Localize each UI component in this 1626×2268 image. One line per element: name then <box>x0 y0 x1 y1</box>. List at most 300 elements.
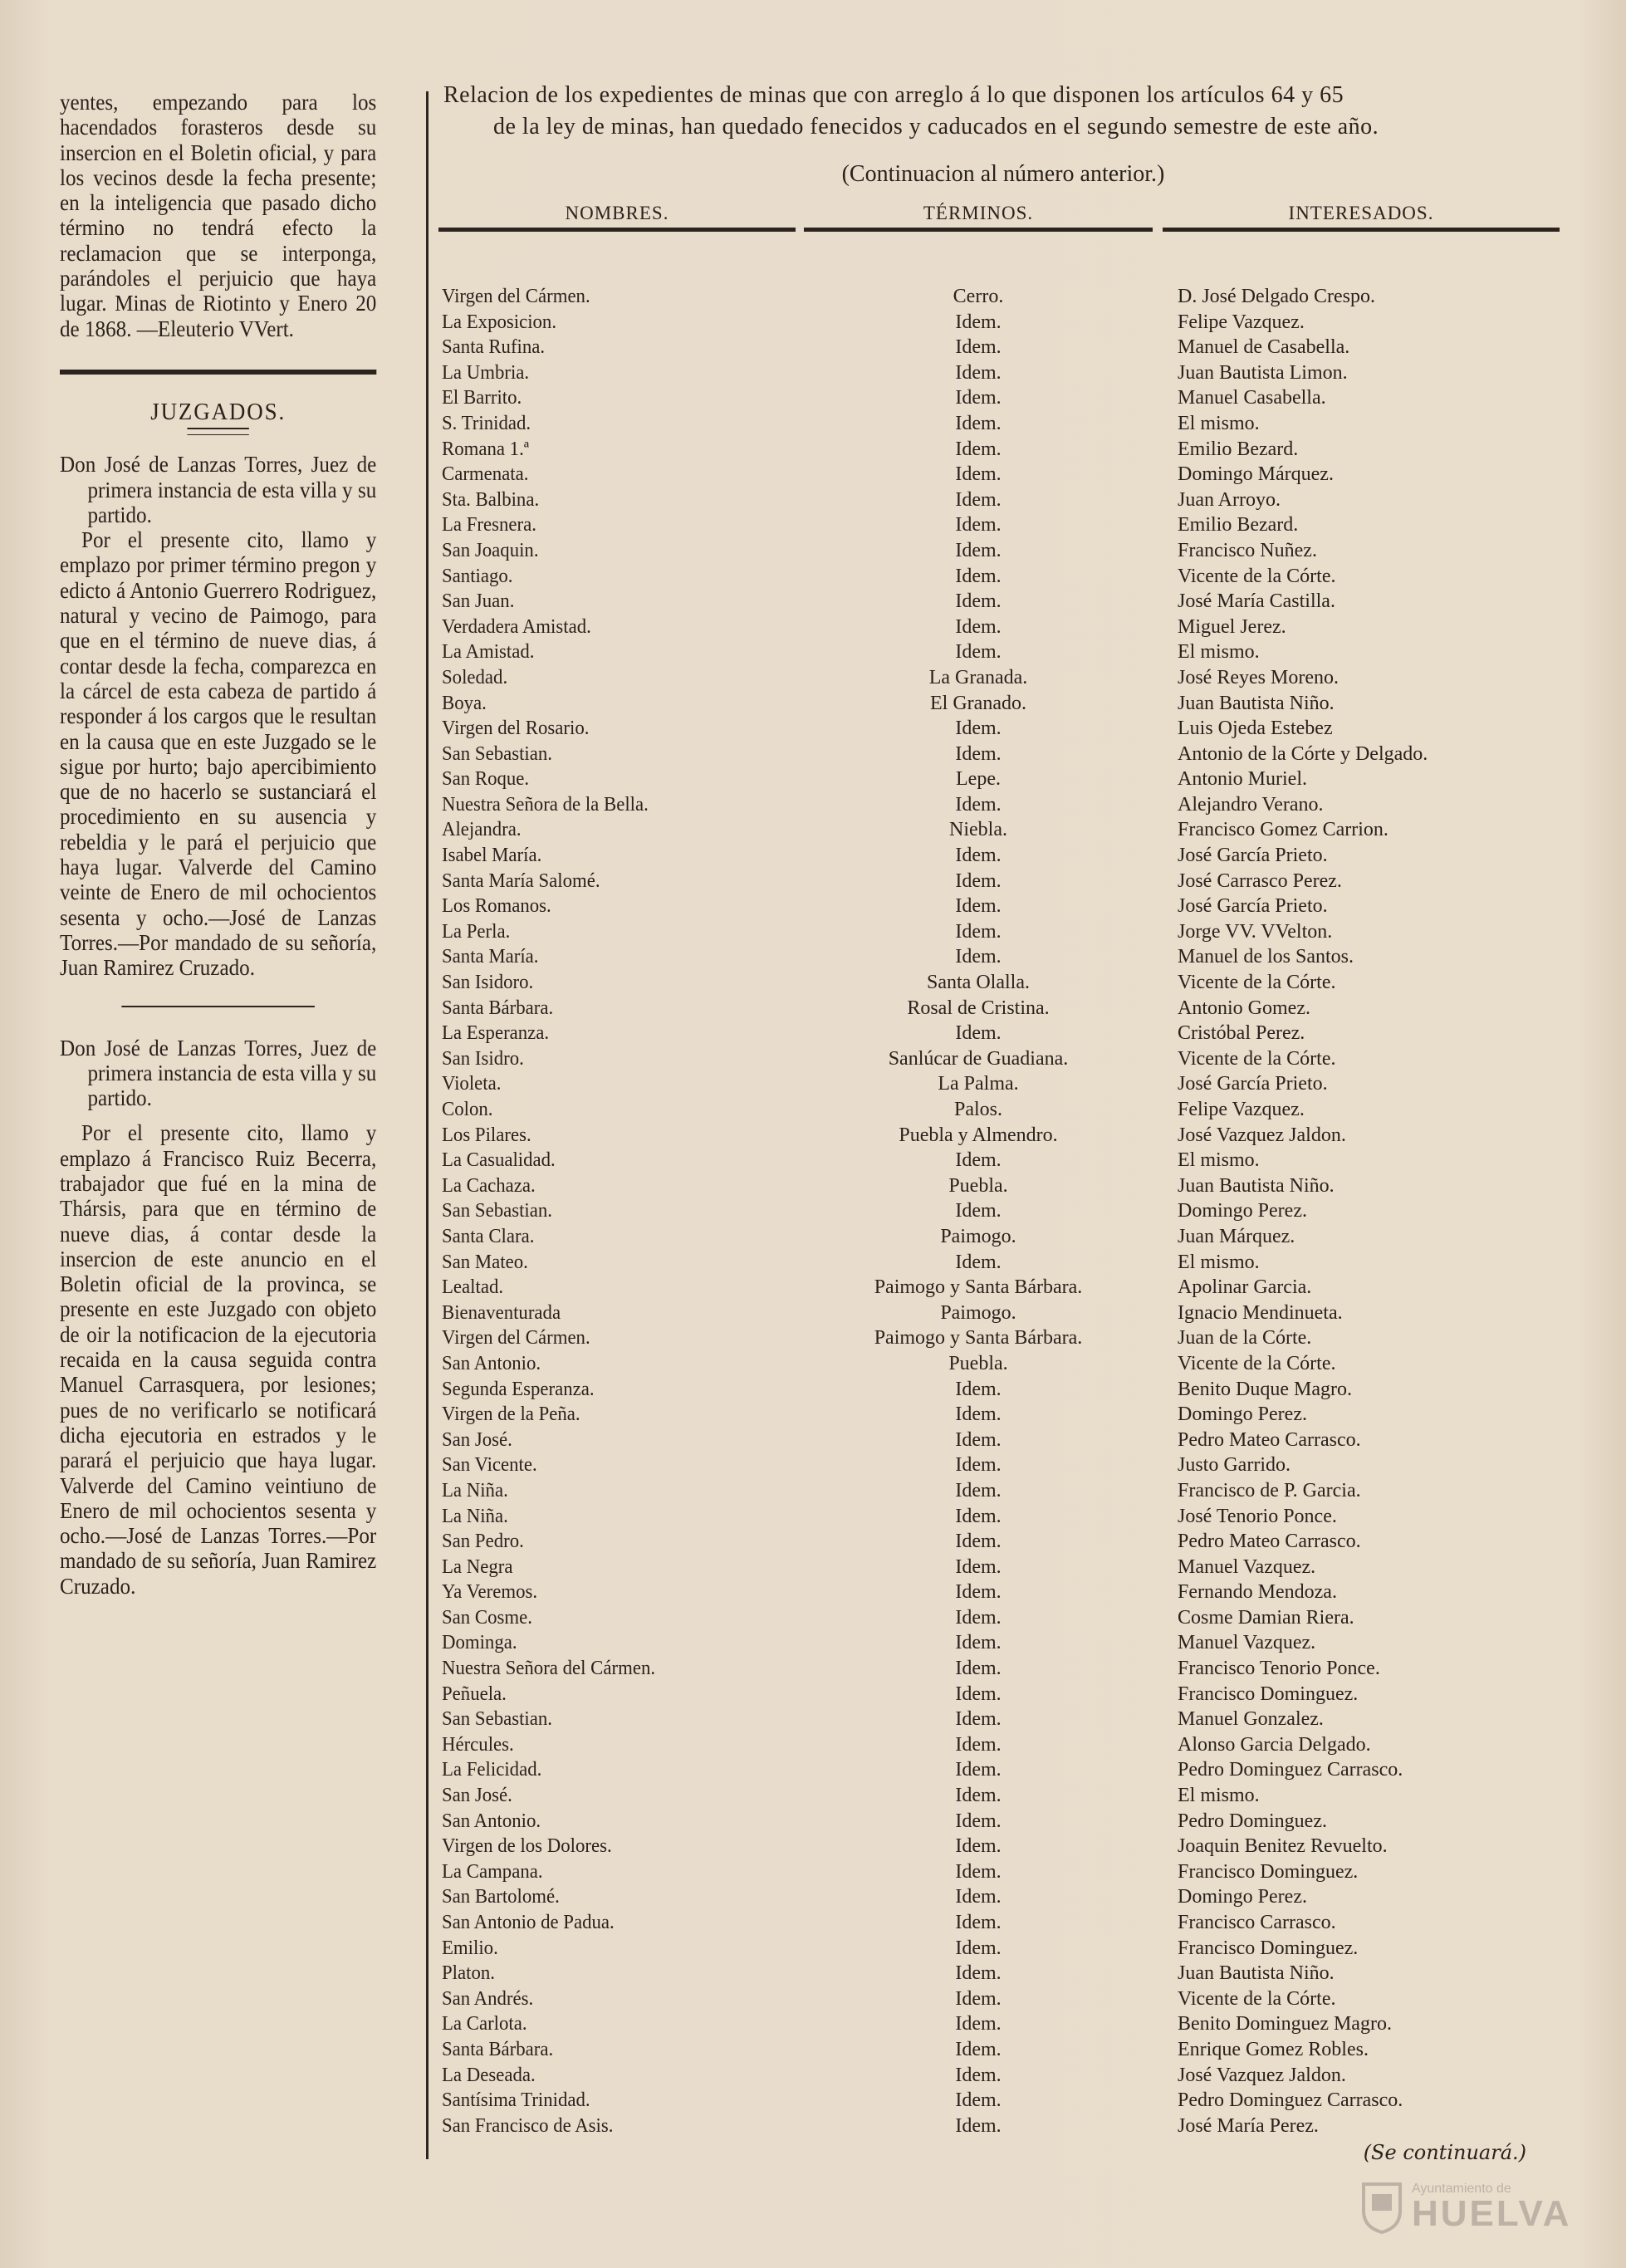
mine-name: Santa Clara. <box>442 1225 535 1247</box>
mine-name: La Niña. <box>442 1479 508 1501</box>
mine-interested: José Reyes Moreno. <box>1178 666 1339 688</box>
mine-name: Carmenata. <box>442 463 529 486</box>
table-row <box>438 2063 1568 2089</box>
mine-name: Nuestra Señora de la Bella. <box>442 793 649 816</box>
mine-name: Ya Veremos. <box>442 1581 538 1604</box>
mine-interested: Benito Dominguez Magro. <box>1178 2013 1392 2035</box>
mine-name: San Mateo. <box>442 1251 528 1273</box>
mine-name: Santa María. <box>442 946 539 968</box>
mine-name: San Francisco de Asis. <box>442 2114 614 2137</box>
table-row <box>438 437 1568 463</box>
table-row <box>438 1046 1568 1072</box>
mine-name: Soledad. <box>442 666 508 688</box>
mine-name: Virgen de los Dolores. <box>442 1835 612 1858</box>
table-row <box>438 665 1568 691</box>
mine-term: Idem. <box>955 845 1002 867</box>
mine-interested: Antonio Muriel. <box>1178 768 1307 791</box>
mine-term: El Granado. <box>930 692 1026 714</box>
col-header-interesados: INTERESADOS. <box>1163 203 1560 232</box>
table-row <box>438 1097 1568 1123</box>
mine-interested: D. José Delgado Crespo. <box>1178 286 1375 307</box>
table-row <box>438 792 1568 818</box>
mine-name: Nuestra Señora del Cármen. <box>442 1658 656 1680</box>
mine-term: Idem. <box>955 1555 1002 1578</box>
mine-term: Idem. <box>955 1937 1002 1959</box>
table-row <box>438 1656 1568 1682</box>
mine-name: Emilio. <box>442 1937 498 1959</box>
mine-interested: Antonio Gomez. <box>1178 997 1310 1019</box>
relation-subheading: (Continuacion al número anterior.) <box>841 161 1165 187</box>
mine-interested: Juan Márquez. <box>1178 1225 1295 1247</box>
mine-term: Paimogo. <box>940 1225 1016 1247</box>
mine-interested: Domingo Perez. <box>1178 1200 1307 1222</box>
table-row <box>438 1275 1568 1301</box>
thick-divider <box>60 370 376 375</box>
mine-interested: Francisco Dominguez. <box>1178 1683 1359 1705</box>
table-row <box>438 1682 1568 1707</box>
table-row <box>438 1732 1568 1758</box>
mine-name: La Exposicion. <box>442 311 557 333</box>
mine-term: Idem. <box>955 2114 1002 2137</box>
mines-relation <box>438 80 1568 2137</box>
table-row <box>438 1301 1568 1326</box>
mine-interested: Vicente de la Córte. <box>1178 1047 1336 1070</box>
mine-interested: Jorge VV. VVelton. <box>1178 920 1333 943</box>
mine-name: Platon. <box>442 1962 495 1985</box>
mine-name: San Pedro. <box>442 1531 524 1553</box>
mine-name: La Campana. <box>442 1860 543 1883</box>
table-row <box>438 742 1568 767</box>
mine-interested: Antonio de la Córte y Delgado. <box>1178 742 1428 765</box>
table-row <box>438 1783 1568 1809</box>
mine-term: Idem. <box>955 1531 1002 1553</box>
mine-name: Isabel María. <box>442 845 542 867</box>
mine-term: Idem. <box>955 742 1002 765</box>
mine-name: La Niña. <box>442 1505 508 1527</box>
table-row <box>438 1071 1568 1097</box>
mine-interested: Felipe Vazquez. <box>1178 311 1305 333</box>
mine-interested: Miguel Jerez. <box>1178 615 1286 638</box>
table-row <box>438 1630 1568 1656</box>
table-row <box>438 1757 1568 1783</box>
table-row <box>438 1377 1568 1403</box>
mine-term: Idem. <box>955 2089 1002 2112</box>
mine-term: Idem. <box>955 2013 1002 2035</box>
mine-name: Santa Bárbara. <box>442 2038 554 2060</box>
mine-term: Idem. <box>955 514 1002 536</box>
table-row <box>438 1707 1568 1732</box>
mine-term: Palos. <box>953 1099 1002 1120</box>
table-row <box>438 1986 1568 2012</box>
table-row <box>438 716 1568 742</box>
mine-interested: Domingo Perez. <box>1178 1403 1307 1426</box>
table-row <box>438 310 1568 336</box>
mine-term: Idem. <box>955 1785 1002 1807</box>
table-row <box>438 894 1568 919</box>
table-row <box>438 944 1568 970</box>
table-row <box>438 589 1568 615</box>
table-header <box>438 203 1568 239</box>
mine-term: Idem. <box>955 565 1002 587</box>
mine-name: San Isidoro. <box>442 972 534 994</box>
mine-name: Lealtad. <box>442 1276 504 1299</box>
mine-name: Violeta. <box>442 1073 502 1095</box>
mine-term: Idem. <box>955 2064 1002 2086</box>
table-row <box>438 1250 1568 1276</box>
mine-interested: Alonso Garcia Delgado. <box>1178 1733 1371 1756</box>
mine-interested: Domingo Perez. <box>1178 1886 1307 1908</box>
mine-interested: Pedro Dominguez Carrasco. <box>1178 2089 1403 2112</box>
mine-term: Rosal de Cristina. <box>907 997 1050 1019</box>
mine-name: El Barrito. <box>442 387 522 409</box>
mine-interested: Pedro Dominguez. <box>1178 1810 1327 1832</box>
edict1-body: Por el presente cito, llamo y emplazo por primer término pregon y edicto á Antonio Guerrero Rodriguez, natural y vecino de Paimogo, para que en el término de nueve dias, á contar desde la fecha, comparezca en la cárcel de esta cabeza de partido á responder á los cargos que le resultan en la causa que en este Juzgado se le sigue por hurto; bajo apercibimiento que de no hacerlo se sustanciará el procedimiento en su ausencia y rebeldia y le pará el perjuicio que haya lugar. Valverde del Camino veinte de Enero de mil ochocientos sesenta y ocho.—José de Lanzas Torres.—Por mandado de su señoría, Juan Ramirez Cruzado. <box>60 527 377 981</box>
mine-interested: Francisco de P. Garcia. <box>1178 1479 1361 1501</box>
mine-interested: José Carrasco Perez. <box>1178 869 1342 892</box>
mine-interested: José Tenorio Ponce. <box>1178 1505 1337 1527</box>
table-row <box>438 767 1568 792</box>
mine-interested: José Vazquez Jaldon. <box>1178 1124 1346 1146</box>
table-row <box>438 1834 1568 1859</box>
mine-term: Idem. <box>955 615 1002 638</box>
mine-term: Puebla. <box>948 1174 1008 1197</box>
mine-interested: Apolinar Garcia. <box>1178 1276 1312 1299</box>
mine-name: Dominga. <box>442 1632 517 1654</box>
mine-term: Cerro. <box>953 286 1004 307</box>
mine-name: Hércules. <box>442 1733 514 1756</box>
mine-term: Idem. <box>955 1708 1002 1731</box>
table-row <box>438 2011 1568 2037</box>
mine-term: Idem. <box>955 1403 1002 1426</box>
mine-name: Virgen del Cármen. <box>442 1327 590 1350</box>
mine-name: San Sebastian. <box>442 742 552 765</box>
table-row <box>438 1325 1568 1351</box>
table-row <box>438 1605 1568 1631</box>
mine-name: San Cosme. <box>442 1606 532 1629</box>
mine-term: Idem. <box>955 1962 1002 1985</box>
mine-term: La Palma. <box>938 1073 1019 1095</box>
table-row <box>438 970 1568 996</box>
mine-term: Idem. <box>955 895 1002 918</box>
mine-interested: José García Prieto. <box>1178 895 1328 918</box>
col-header-terminos: TÉRMINOS. <box>804 203 1153 232</box>
table-row <box>438 2088 1568 2114</box>
table-row <box>438 1961 1568 1986</box>
mine-name: Colon. <box>442 1099 493 1120</box>
mine-interested: Vicente de la Córte. <box>1178 1987 1336 2010</box>
mine-interested: Manuel Vazquez. <box>1178 1555 1316 1578</box>
mine-name: San Sebastian. <box>442 1708 552 1731</box>
mine-interested: El mismo. <box>1178 1149 1260 1172</box>
table-row <box>438 564 1568 590</box>
table-row <box>438 411 1568 437</box>
mine-term: Idem. <box>955 1658 1002 1680</box>
mine-interested: Cosme Damian Riera. <box>1178 1606 1354 1629</box>
mine-name: La Felicidad. <box>442 1759 542 1781</box>
mine-name: Virgen del Rosario. <box>442 718 590 740</box>
mine-name: Sta. Balbina. <box>442 488 540 511</box>
column-separator <box>426 91 429 2159</box>
table-row <box>438 2037 1568 2063</box>
mine-interested: Francisco Dominguez. <box>1178 1860 1359 1883</box>
mine-term: Idem. <box>955 1022 1002 1045</box>
mine-interested: Francisco Tenorio Ponce. <box>1178 1658 1380 1680</box>
continued-note: (Se continuará.) <box>1363 2141 1526 2164</box>
mine-term: Puebla. <box>948 1352 1008 1374</box>
edict2-body: Por el presente cito, llamo y emplazo á Francisco Ruiz Becerra, trabajador que fué en la mina de Thársis, para que en término de nueve dias, á contar desde la insercion de este anuncio en el Boletin oficial de la provinca, se presente en este Juzgado con objeto de oir la notificacion de la ejecutoria recaida en la causa seguida contra Manuel Carrasquera, por lesiones; pues de no verificarlo se notificará dicha ejecutoria en estrados y le parará el perjuicio que haya lugar. Valverde del Camino veintiuno de Enero de mil ochocientos sesenta y ocho.—José de Lanzas Torres.—Por mandado de su señoría, Juan Ramirez Cruzado. <box>60 1120 377 1599</box>
mine-interested: Joaquin Benitez Revuelto. <box>1178 1835 1388 1858</box>
table-row <box>438 2114 1568 2139</box>
table-row <box>438 1224 1568 1250</box>
edict2-header: Don José de Lanzas Torres, Juez de primera instancia de esta villa y su partido. <box>60 1035 377 1111</box>
mine-term: Paimogo y Santa Bárbara. <box>874 1327 1083 1350</box>
mine-term: Idem. <box>955 920 1002 943</box>
mine-name: San Vicente. <box>442 1454 537 1477</box>
mine-term: Sanlúcar de Guadiana. <box>888 1047 1069 1070</box>
relation-heading <box>443 80 1568 143</box>
mine-name: Virgen de la Peña. <box>442 1403 580 1426</box>
mine-interested: Manuel de Casabella. <box>1178 336 1350 359</box>
mine-name: La Carlota. <box>442 2013 527 2035</box>
table-row <box>438 996 1568 1021</box>
city-crest-icon <box>1360 2181 1403 2234</box>
table-row <box>438 385 1568 411</box>
mine-term: Idem. <box>955 946 1002 968</box>
mine-interested: El mismo. <box>1178 1251 1260 1273</box>
mine-interested: Juan Bautista Niño. <box>1178 692 1335 714</box>
mine-name: San Antonio. <box>442 1352 541 1374</box>
mine-interested: José Vazquez Jaldon. <box>1178 2064 1346 2086</box>
mine-name: San José. <box>442 1428 512 1451</box>
mine-term: Idem. <box>955 1733 1002 1756</box>
mine-interested: Manuel de los Santos. <box>1178 946 1354 968</box>
mine-term: Santa Olalla. <box>927 972 1030 994</box>
mine-interested: Juan Bautista Limon. <box>1178 361 1348 384</box>
mine-interested: Vicente de la Córte. <box>1178 972 1336 994</box>
mine-term: Lepe. <box>956 768 1001 791</box>
table-row <box>438 1351 1568 1377</box>
mine-name: San Juan. <box>442 590 515 613</box>
mine-interested: Pedro Mateo Carrasco. <box>1178 1428 1361 1451</box>
mine-name: Santiago. <box>442 565 513 587</box>
col-header-nombres: NOMBRES. <box>438 203 796 232</box>
mine-interested: Ignacio Mendinueta. <box>1178 1301 1343 1324</box>
mine-name: La Amistad. <box>442 641 535 664</box>
table-row <box>438 1555 1568 1580</box>
mine-interested: Juan Bautista Niño. <box>1178 1174 1335 1197</box>
section-title-juzgados: JUZGADOS. <box>150 398 287 425</box>
mine-term: Idem. <box>955 1606 1002 1629</box>
mine-term: Idem. <box>955 1149 1002 1172</box>
watermark <box>1360 2178 1593 2236</box>
mine-term: Idem. <box>955 1860 1002 1883</box>
mine-name: San Bartolomé. <box>442 1886 560 1908</box>
mine-term: Idem. <box>955 2038 1002 2060</box>
mine-name: San Antonio. <box>442 1810 541 1832</box>
mine-interested: Manuel Gonzalez. <box>1178 1708 1324 1731</box>
table-row <box>438 843 1568 869</box>
table-row <box>438 462 1568 487</box>
mine-interested: Juan Bautista Niño. <box>1178 1962 1335 1985</box>
table-row <box>438 1910 1568 1936</box>
table-row <box>438 691 1568 717</box>
mine-term: Idem. <box>955 1683 1002 1705</box>
mine-term: Idem. <box>955 1581 1002 1604</box>
mine-term: Idem. <box>955 1505 1002 1527</box>
mine-term: Idem. <box>955 463 1002 486</box>
mine-term: La Granada. <box>928 666 1028 688</box>
table-row <box>438 1173 1568 1199</box>
mine-interested: Felipe Vazquez. <box>1178 1099 1305 1120</box>
table-row <box>438 284 1568 310</box>
mine-term: Puebla y Almendro. <box>899 1124 1058 1146</box>
short-divider <box>121 1006 315 1007</box>
ornament-divider <box>187 428 248 435</box>
mine-name: La Fresnera. <box>442 514 536 536</box>
table-row <box>438 1402 1568 1428</box>
mine-interested: Benito Duque Magro. <box>1178 1378 1352 1400</box>
mine-term: Idem. <box>955 590 1002 613</box>
table-row <box>438 1478 1568 1504</box>
mine-term: Idem. <box>955 718 1002 740</box>
mine-term: Idem. <box>955 1378 1002 1400</box>
table-row <box>438 1809 1568 1834</box>
mine-term: Idem. <box>955 336 1002 359</box>
table-row <box>438 1021 1568 1046</box>
table-row <box>438 1123 1568 1149</box>
mine-interested: Luis Ojeda Estebez <box>1178 718 1333 740</box>
mine-term: Idem. <box>955 488 1002 511</box>
mine-term: Idem. <box>955 1200 1002 1222</box>
mine-term: Idem. <box>955 412 1002 434</box>
mine-name: San Joaquin. <box>442 539 539 561</box>
mine-term: Idem. <box>955 311 1002 333</box>
mine-interested: Vicente de la Córte. <box>1178 565 1336 587</box>
mine-name: La Cachaza. <box>442 1174 536 1197</box>
mine-interested: Juan Arroyo. <box>1178 488 1281 511</box>
mine-term: Idem. <box>955 387 1002 409</box>
mine-name: Alejandra. <box>442 819 522 841</box>
mine-name: Santa María Salomé. <box>442 869 600 892</box>
mine-name: San Sebastian. <box>442 1200 552 1222</box>
mine-interested: José García Prieto. <box>1178 845 1328 867</box>
mine-name: La Perla. <box>442 920 511 943</box>
watermark-big: HUELVA <box>1412 2193 1572 2234</box>
mine-interested: Manuel Vazquez. <box>1178 1632 1316 1654</box>
mine-term: Idem. <box>955 1810 1002 1832</box>
table-row <box>438 360 1568 386</box>
mine-term: Idem. <box>955 1886 1002 1908</box>
mine-name: La Esperanza. <box>442 1022 550 1045</box>
table-row <box>438 1529 1568 1555</box>
table-row <box>438 1148 1568 1173</box>
mine-term: Idem. <box>955 1454 1002 1477</box>
table-row <box>438 639 1568 665</box>
mine-term: Paimogo y Santa Bárbara. <box>874 1276 1083 1299</box>
mine-interested: El mismo. <box>1178 412 1260 434</box>
mine-interested: El mismo. <box>1178 641 1260 664</box>
mine-term: Idem. <box>955 793 1002 816</box>
mine-interested: Francisco Gomez Carrion. <box>1178 819 1388 841</box>
watermark-small: Ayuntamiento de <box>1412 2182 1511 2196</box>
table-row <box>438 1580 1568 1605</box>
table-row <box>438 487 1568 513</box>
mine-term: Idem. <box>955 1428 1002 1451</box>
mine-term: Idem. <box>955 1987 1002 2010</box>
mine-term: Idem. <box>955 1632 1002 1654</box>
table-row <box>438 512 1568 538</box>
mine-interested: Vicente de la Córte. <box>1178 1352 1336 1374</box>
mine-name: Peñuela. <box>442 1683 507 1705</box>
mine-interested: Francisco Carrasco. <box>1178 1912 1336 1933</box>
mine-interested: José García Prieto. <box>1178 1073 1328 1095</box>
mine-interested: Francisco Dominguez. <box>1178 1937 1359 1959</box>
mine-interested: Emilio Bezard. <box>1178 514 1299 536</box>
mine-term: Idem. <box>955 1759 1002 1781</box>
mine-interested: Enrique Gomez Robles. <box>1178 2038 1369 2060</box>
mine-term: Idem. <box>955 361 1002 384</box>
table-row <box>438 1198 1568 1224</box>
mine-name: Virgen del Cármen. <box>442 286 590 307</box>
mine-interested: El mismo. <box>1178 1785 1260 1807</box>
mine-interested: Pedro Dominguez Carrasco. <box>1178 1759 1403 1781</box>
mine-interested: Pedro Mateo Carrasco. <box>1178 1531 1361 1553</box>
mine-interested: Francisco Nuñez. <box>1178 539 1317 561</box>
mine-name: San Isidro. <box>442 1047 524 1070</box>
mine-name: La Deseada. <box>442 2064 536 2086</box>
mine-interested: Alejandro Verano. <box>1178 793 1324 816</box>
table-row <box>438 919 1568 945</box>
notice-continuation: yentes, empezando para los hacendados forasteros desde su insercion en el Boletin oficial, y para los vecinos desde la fecha presente; en la inteligencia que pasado dicho término no tendrá efecto la reclamacion que se interponga, parándoles el perjuicio que haya lugar. Minas de Riotinto y Enero 20 de 1868. —Eleuterio VVert. <box>60 90 377 341</box>
mine-term: Niebla. <box>949 819 1007 841</box>
mine-interested: Justo Garrido. <box>1178 1454 1291 1477</box>
table-row <box>438 335 1568 360</box>
mine-name: Romana 1.ª <box>442 438 530 460</box>
mine-term: Idem. <box>955 539 1002 561</box>
mine-interested: Fernando Mendoza. <box>1178 1581 1337 1604</box>
mine-term: Idem. <box>955 438 1002 460</box>
mine-term: Idem. <box>955 1835 1002 1858</box>
table-row <box>438 869 1568 894</box>
mine-name: La Negra <box>442 1555 513 1578</box>
mine-name: Boya. <box>442 692 487 714</box>
mine-term: Idem. <box>955 1912 1002 1933</box>
table-row <box>438 615 1568 640</box>
mine-name: La Casualidad. <box>442 1149 556 1172</box>
mine-term: Idem. <box>955 869 1002 892</box>
mine-interested: Emilio Bezard. <box>1178 438 1299 460</box>
table-row <box>438 1452 1568 1478</box>
mine-term: Idem. <box>955 1479 1002 1501</box>
mine-name: San José. <box>442 1785 512 1807</box>
mine-name: San Roque. <box>442 768 530 791</box>
table-body <box>438 284 1568 2138</box>
table-row <box>438 538 1568 564</box>
table-row <box>438 1859 1568 1885</box>
mine-term: Paimogo. <box>940 1301 1016 1324</box>
mine-name: Verdadera Amistad. <box>442 615 591 638</box>
mine-name: Santa Rufina. <box>442 336 546 359</box>
mine-name: San Antonio de Padua. <box>442 1912 615 1933</box>
mine-interested: Cristóbal Perez. <box>1178 1022 1305 1045</box>
mine-name: San Andrés. <box>442 1987 534 2010</box>
mine-term: Idem. <box>955 1251 1002 1273</box>
mine-interested: José María Castilla. <box>1178 590 1335 613</box>
edict1-header: Don José de Lanzas Torres, Juez de primera instancia de esta villa y su partido. <box>60 452 377 527</box>
mine-name: La Umbria. <box>442 361 530 384</box>
mine-name: Los Romanos. <box>442 895 551 918</box>
table-row <box>438 1504 1568 1530</box>
